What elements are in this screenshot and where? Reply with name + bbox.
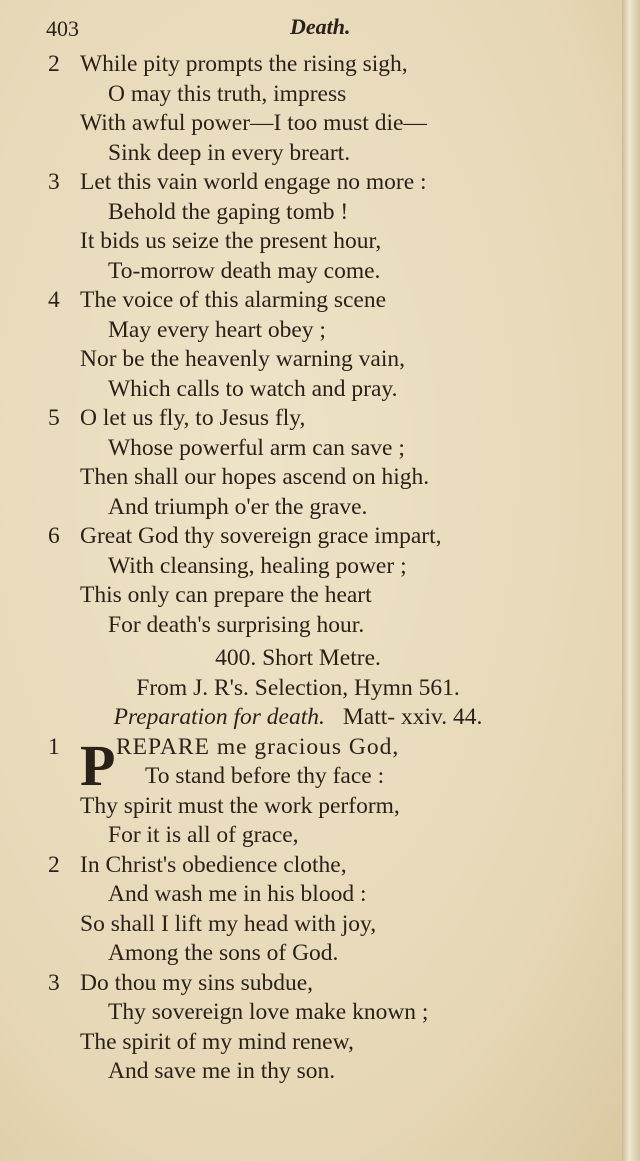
verse-text: Then shall our hopes ascend on high.: [80, 464, 430, 490]
verse-text: Whose powerful arm can save ;: [108, 434, 405, 461]
verse-line: [0, 198, 620, 228]
hymn-text: [0, 50, 620, 1087]
verse-line: [0, 109, 620, 139]
hymn-source: From J. R's. Selection, Hymn 561.: [136, 674, 460, 701]
verse-line: [0, 345, 620, 375]
verse-text: Among the sons of God.: [108, 940, 339, 966]
stanza-number: 2: [48, 851, 60, 878]
verse-line: [0, 50, 620, 80]
verse-text: The voice of this alarming scene: [80, 287, 387, 313]
verse-line: [0, 316, 620, 346]
verse-line: [0, 434, 620, 464]
verse-text: It bids us seize the present hour,: [80, 228, 382, 254]
verse-line: [0, 80, 620, 110]
page-number: 403: [46, 16, 79, 41]
hymn-subject-line: [0, 703, 608, 733]
hymn-subject: Preparation for death.: [113, 704, 325, 730]
verse-line: [0, 611, 620, 641]
verse-text: In Christ's obedience clothe,: [80, 851, 347, 878]
verse-text: Which calls to watch and pray.: [108, 375, 398, 402]
verse-line: [0, 522, 620, 552]
verse-text: This only can prepare the heart: [80, 582, 372, 608]
verse-text: Do thou my sins subdue,: [80, 969, 314, 996]
verse-text: Nor be the heavenly warning vain,: [80, 346, 405, 372]
verse-text: So shall I lift my head with joy,: [80, 910, 377, 937]
verse-text: To stand before thy face :: [145, 763, 385, 789]
verse-line: [0, 286, 620, 316]
verse-text: Let this vain world engage no more :: [80, 169, 427, 195]
verse-line: [0, 1028, 620, 1058]
verse-text: Thy sovereign love make known ;: [108, 999, 429, 1025]
stanza-number: 3: [48, 969, 60, 996]
verse-text: For it is all of grace,: [108, 822, 299, 848]
verse-text: To-morrow death may come.: [108, 257, 381, 284]
verse-line: [0, 493, 620, 523]
verse-line: [0, 939, 620, 969]
verse-text: REPARE me gracious God,: [116, 733, 400, 760]
stanza-number: 5: [48, 405, 60, 431]
verse-line: [0, 257, 620, 287]
verse-line: [0, 139, 620, 169]
verse-text: O let us fly, to Jesus fly,: [80, 405, 306, 431]
stanza-number: 1: [48, 733, 60, 760]
verse-text: With cleansing, healing power ;: [108, 552, 407, 579]
verse-text: O may this truth, impress: [108, 80, 347, 107]
stanza-number: 3: [48, 169, 60, 195]
verse-text: With awful power—I too must die—: [80, 110, 427, 136]
stanza-number: 4: [48, 287, 60, 313]
verse-line: [0, 969, 620, 999]
verse-line: [0, 168, 620, 198]
verse-line: [0, 1057, 620, 1087]
verse-line: [0, 880, 620, 910]
verse-text: And triumph o'er the grave.: [108, 493, 368, 520]
hymn-title: 400. Short Metre.: [215, 645, 381, 671]
verse-line: [0, 792, 620, 822]
drop-cap: P: [80, 732, 116, 798]
verse-text: Sink deep in every breart.: [108, 139, 351, 166]
page-edge: [622, 0, 640, 1161]
verse-line: [0, 404, 620, 434]
verse-text: Behold the gaping tomb !: [108, 198, 349, 225]
verse-line: [0, 581, 620, 611]
verse-text: For death's surprising hour.: [108, 611, 365, 638]
verse-line: [0, 851, 620, 881]
stanza-number: 2: [48, 51, 60, 77]
verse-line: [0, 552, 620, 582]
verse-line: [0, 910, 620, 940]
verse-line: [0, 463, 620, 493]
verse-text: Thy spirit must the work perform,: [80, 792, 400, 819]
verse-text: While pity prompts the rising sigh,: [80, 51, 408, 77]
verse-line: [0, 821, 620, 851]
verse-line: [0, 227, 620, 257]
page-header: [46, 14, 546, 44]
stanza-number: 6: [48, 523, 60, 549]
verse-line: [0, 375, 620, 405]
verse-text: And wash me in his blood :: [108, 881, 367, 907]
verse-line: [0, 998, 620, 1028]
verse-text: The spirit of my mind renew,: [80, 1028, 354, 1055]
scripture-reference: Matt- xxiv. 44.: [342, 704, 483, 730]
verse-text: And save me in thy son.: [108, 1058, 336, 1084]
running-head: Death.: [290, 14, 351, 39]
verse-text: Great God thy sovereign grace impart,: [80, 523, 442, 549]
verse-line: [0, 762, 620, 792]
verse-text: May every heart obey ;: [108, 316, 326, 343]
